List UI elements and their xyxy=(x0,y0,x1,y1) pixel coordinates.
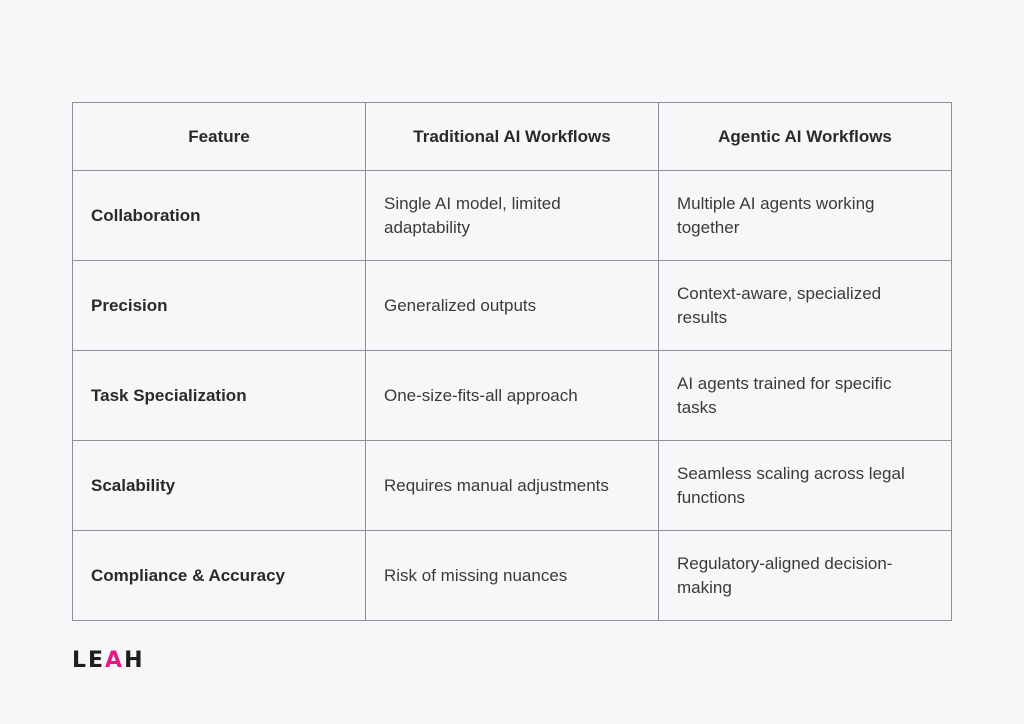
traditional-cell: Generalized outputs xyxy=(366,261,659,351)
table-row xyxy=(73,171,952,261)
feature-cell: Collaboration xyxy=(73,171,366,261)
traditional-cell: Risk of missing nuances xyxy=(366,531,659,621)
agentic-cell: AI agents trained for specific tasks xyxy=(659,351,952,441)
agentic-cell: Regulatory-aligned decision-making xyxy=(659,531,952,621)
comparison-table xyxy=(72,102,952,621)
table-row xyxy=(73,261,952,351)
feature-cell: Precision xyxy=(73,261,366,351)
traditional-cell: One-size-fits-all approach xyxy=(366,351,659,441)
table-body xyxy=(73,171,952,621)
table-row xyxy=(73,351,952,441)
traditional-cell: Requires manual adjustments xyxy=(366,441,659,531)
feature-cell: Task Specialization xyxy=(73,351,366,441)
feature-cell: Scalability xyxy=(73,441,366,531)
agentic-cell: Seamless scaling across legal functions xyxy=(659,441,952,531)
traditional-cell: Single AI model, limited adaptability xyxy=(366,171,659,261)
agentic-cell: Multiple AI agents working together xyxy=(659,171,952,261)
header-traditional: Traditional AI Workflows xyxy=(366,103,659,171)
table-header xyxy=(73,103,952,171)
header-row xyxy=(73,103,952,171)
feature-cell: Compliance & Accuracy xyxy=(73,531,366,621)
leah-logo xyxy=(72,648,145,674)
table-row xyxy=(73,441,952,531)
logo-text-start: LE xyxy=(72,648,106,673)
table-row xyxy=(73,531,952,621)
agentic-cell: Context-aware, specialized results xyxy=(659,261,952,351)
logo-text-accent: A xyxy=(105,648,125,673)
header-agentic: Agentic AI Workflows xyxy=(659,103,952,171)
header-feature: Feature xyxy=(73,103,366,171)
logo-text-end: H xyxy=(124,648,145,673)
